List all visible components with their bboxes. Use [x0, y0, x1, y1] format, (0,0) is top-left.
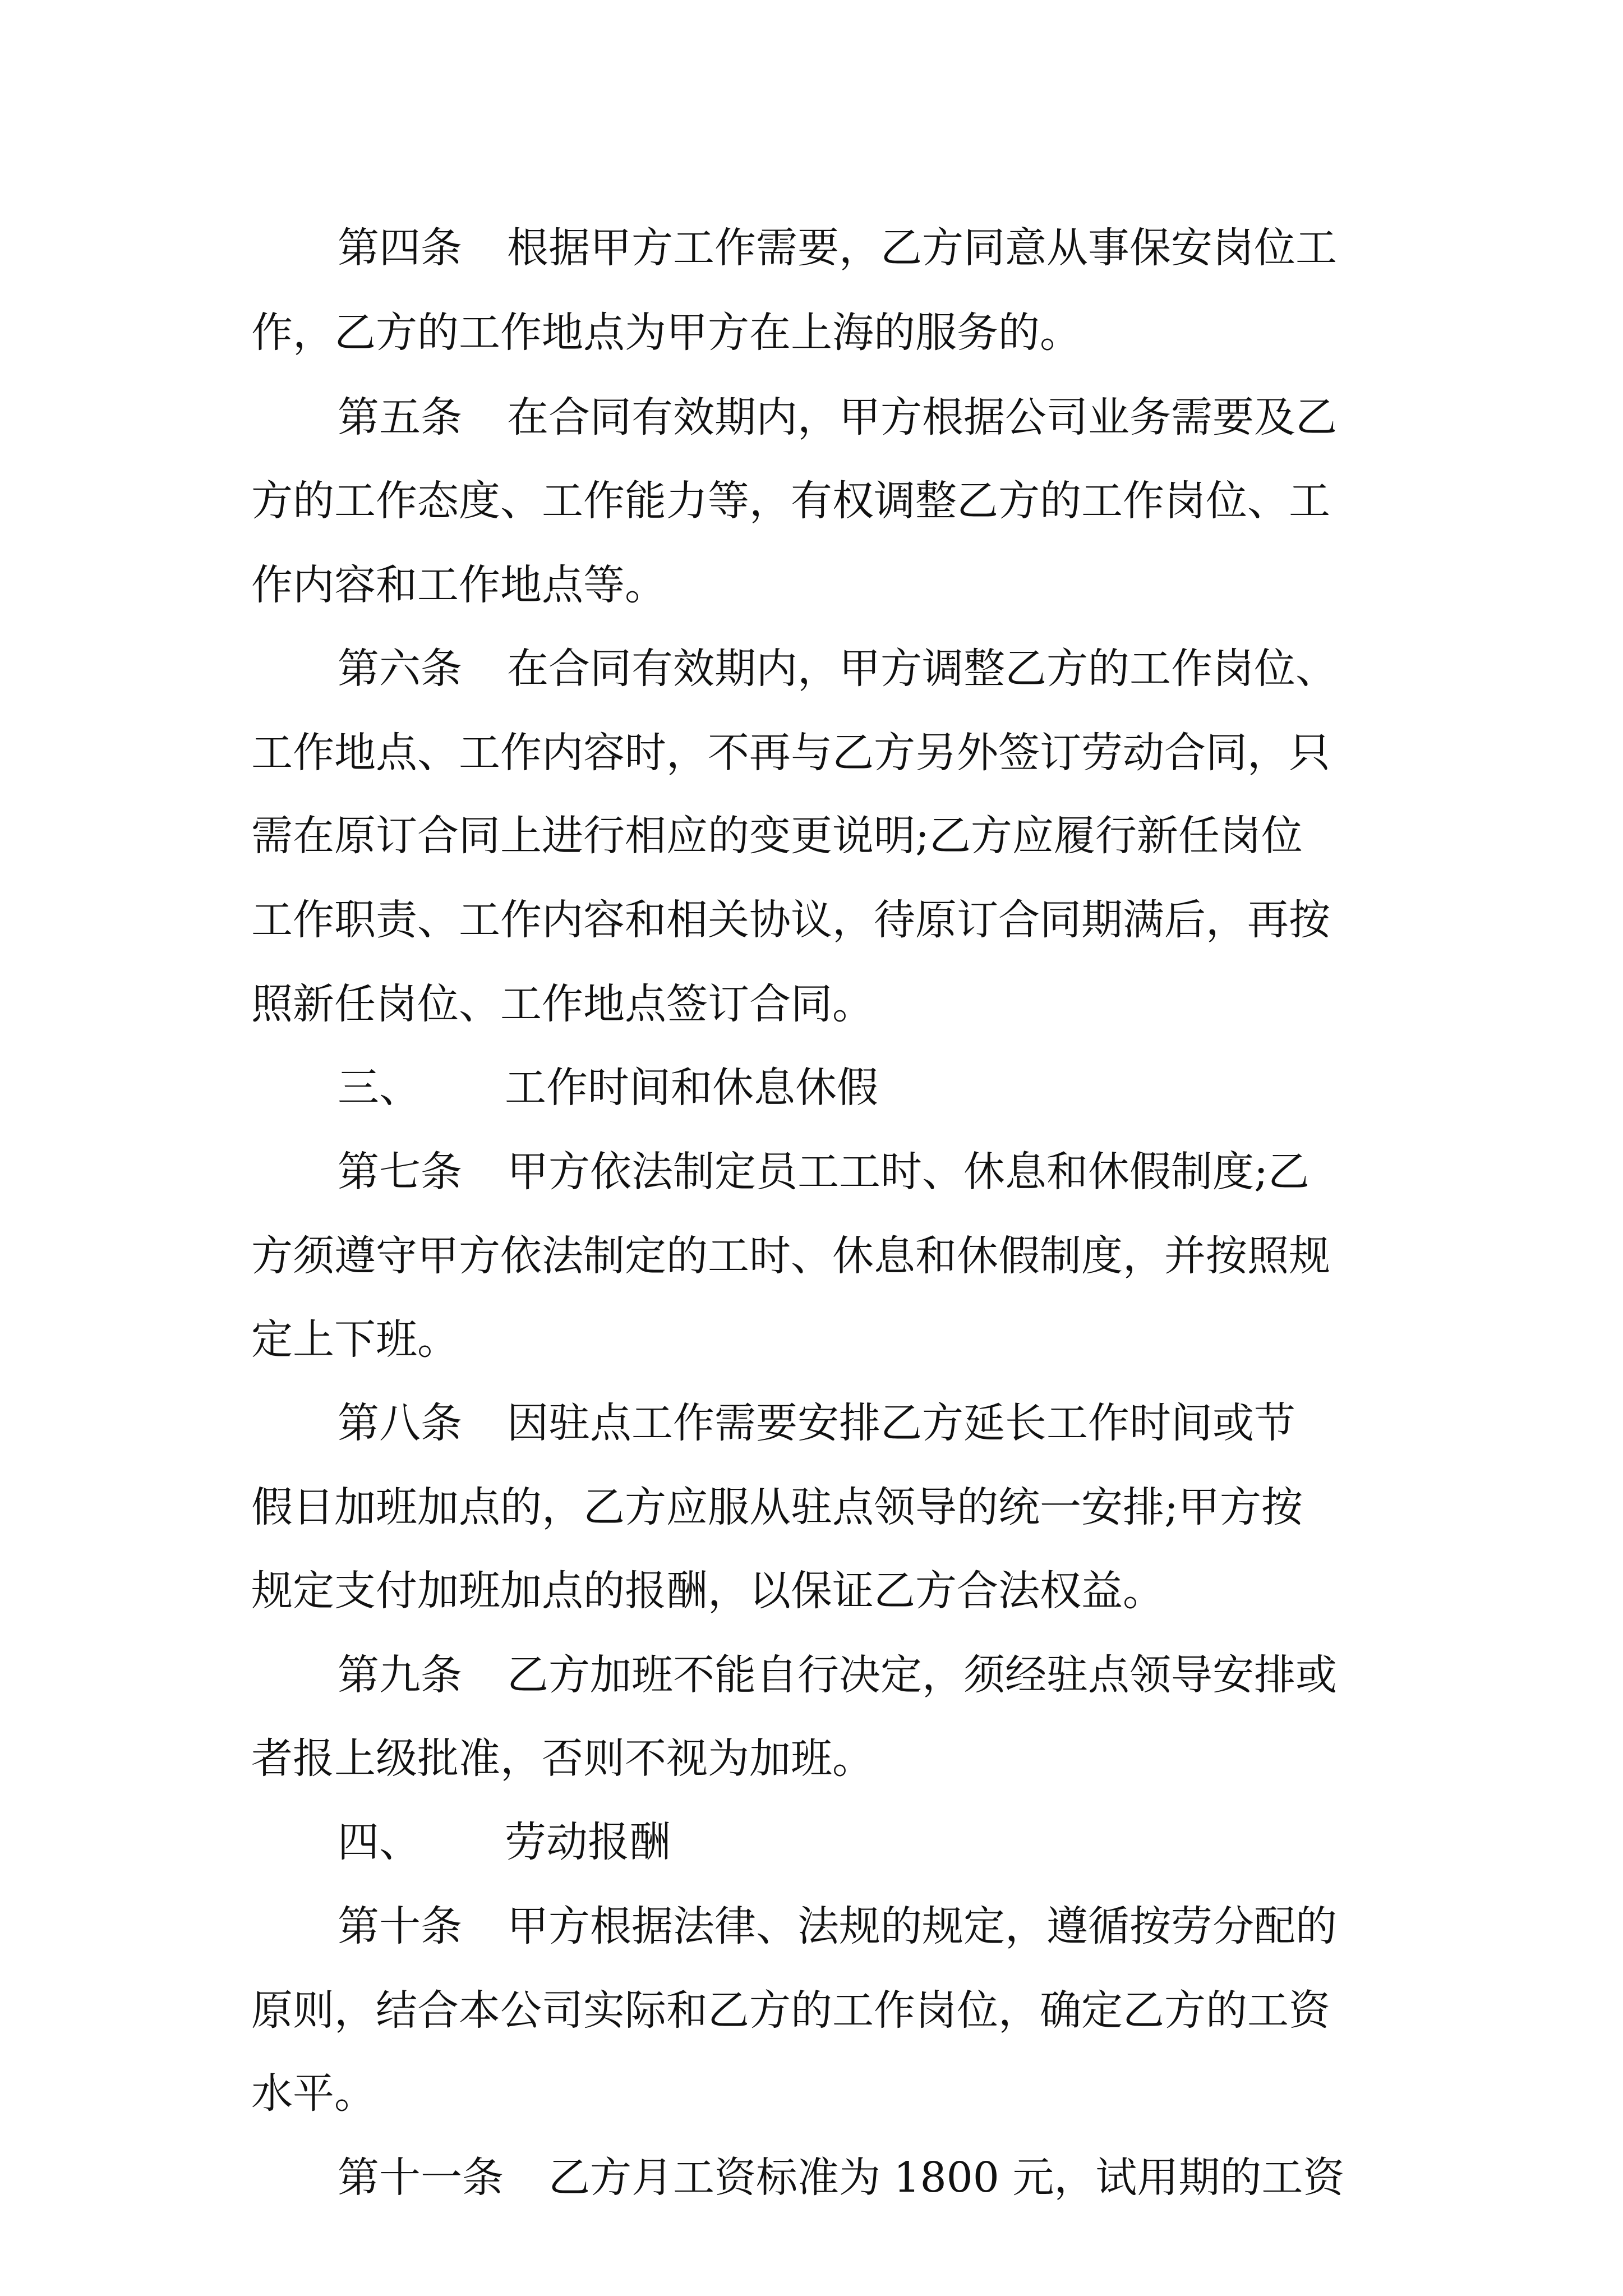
- article-8-text: 因驻点工作需要安排乙方延长工作时间或节: [507, 1399, 1295, 1447]
- article-5-text: 在合同有效期内，甲方根据公司业务需要及乙: [507, 393, 1337, 441]
- article-8-line-2: 假日加班加点的，乙方应服从驻点领导的统一安排;甲方按: [251, 1483, 1303, 1531]
- section-3-number: 三、: [338, 1064, 421, 1112]
- article-9-label: 第九条: [338, 1651, 462, 1699]
- article-11-text: 乙方月工资标准为 1800 元，试用期的工资: [548, 2154, 1345, 2202]
- article-8-line-3: 规定支付加班加点的报酬，以保证乙方合法权益。: [251, 1567, 1164, 1615]
- article-6-line-3: 需在原订合同上进行相应的变更说明;乙方应履行新任岗位: [251, 812, 1303, 860]
- article-6-line-2: 工作地点、工作内容时，不再与乙方另外签订劳动合同，只: [251, 729, 1330, 777]
- section-3-heading: [338, 1046, 1395, 1130]
- article-6-text: 在合同有效期内，甲方调整乙方的工作岗位、: [507, 645, 1337, 693]
- article-11-label: 第十一条: [338, 2154, 504, 2202]
- article-10-text: 甲方根据法律、法规的规定，遵循按劳分配的: [507, 1902, 1337, 1950]
- article-11-line-1: [338, 2136, 1395, 2220]
- article-7-label: 第七条: [338, 1148, 462, 1196]
- article-9-line-2: 者报上级批准，否则不视为加班。: [251, 1734, 874, 1783]
- article-10-line-2: 原则，结合本公司实际和乙方的工作岗位，确定乙方的工资: [251, 1986, 1330, 2035]
- article-5-line-1: [338, 375, 1395, 459]
- article-10-line-3: 水平。: [251, 2069, 376, 2118]
- article-6-line-4: 工作职责、工作内容和相关协议，待原订合同期满后，再按: [251, 896, 1330, 944]
- article-10-label: 第十条: [338, 1902, 462, 1950]
- article-4-text: 根据甲方工作需要，乙方同意从事保安岗位工: [507, 224, 1337, 272]
- article-9-line-1: [338, 1633, 1395, 1717]
- section-3-title: 工作时间和休息休假: [505, 1064, 878, 1112]
- article-8-line-1: [338, 1381, 1395, 1465]
- article-5-line-3: 作内容和工作地点等。: [251, 561, 666, 609]
- article-4-line-2: 作，乙方的工作地点为甲方在上海的服务的。: [251, 309, 1081, 357]
- section-4-title: 劳动报酬: [505, 1818, 671, 1866]
- article-6-label: 第六条: [338, 645, 462, 693]
- article-10-line-1: [338, 1884, 1395, 1968]
- article-5-line-2: 方的工作态度、工作能力等，有权调整乙方的工作岗位、工: [251, 477, 1330, 525]
- article-7-line-1: [338, 1130, 1395, 1214]
- article-9-text: 乙方加班不能自行决定，须经驻点领导安排或: [507, 1651, 1337, 1699]
- article-8-label: 第八条: [338, 1399, 462, 1447]
- section-4-number: 四、: [338, 1818, 421, 1866]
- article-6-line-5: 照新任岗位、工作地点签订合同。: [251, 980, 874, 1028]
- article-7-line-2: 方须遵守甲方依法制定的工时、休息和休假制度，并按照规: [251, 1232, 1330, 1280]
- article-7-line-3: 定上下班。: [251, 1315, 459, 1364]
- section-4-heading: [338, 1800, 1395, 1884]
- article-4-line-1: [338, 206, 1395, 290]
- article-5-label: 第五条: [338, 393, 462, 441]
- article-6-line-1: [338, 627, 1395, 711]
- article-4-label: 第四条: [338, 224, 462, 272]
- article-7-text: 甲方依法制定员工工时、休息和休假制度;乙: [507, 1148, 1310, 1196]
